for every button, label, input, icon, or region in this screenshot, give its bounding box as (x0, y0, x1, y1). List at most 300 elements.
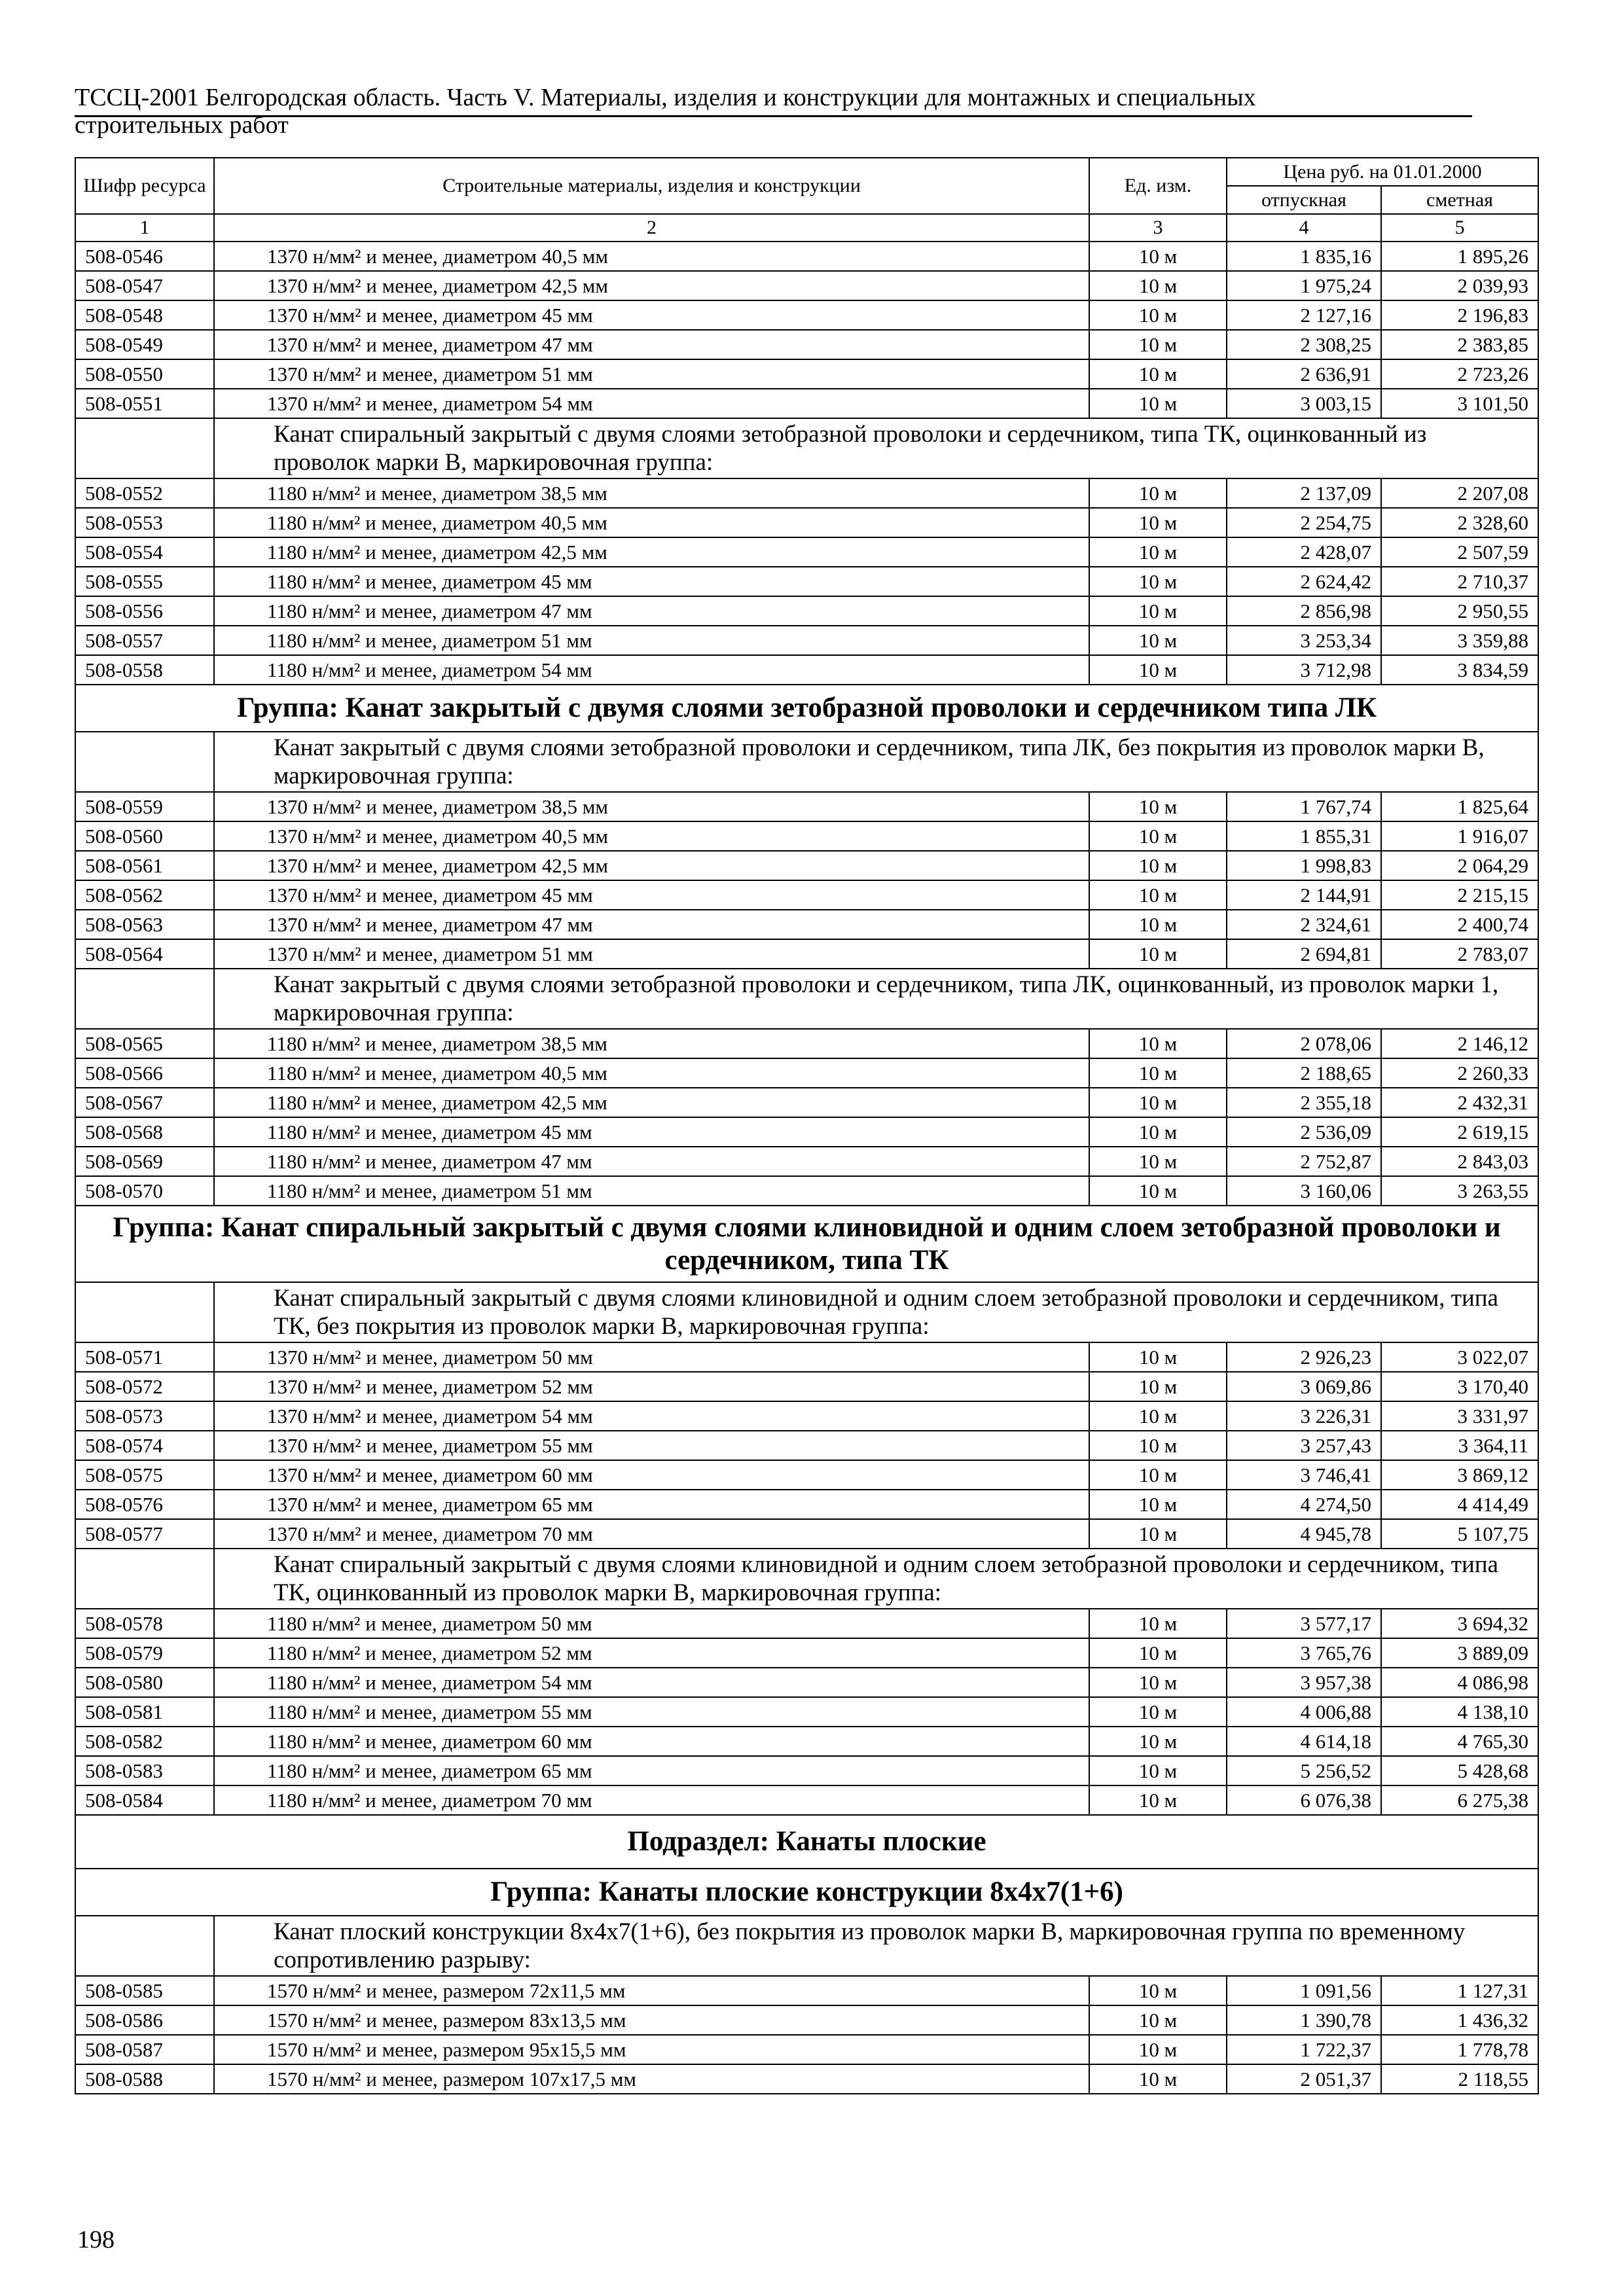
material-name: 1180 н/мм² и менее, диаметром 54 мм (214, 1668, 1089, 1697)
material-name: 1180 н/мм² и менее, диаметром 45 мм (214, 1117, 1089, 1147)
release-price: 6 076,38 (1227, 1785, 1381, 1815)
estimate-price: 2 783,07 (1381, 939, 1538, 969)
estimate-price: 2 383,85 (1381, 330, 1538, 359)
column-number-row (75, 214, 1538, 242)
release-price: 4 274,50 (1227, 1490, 1381, 1519)
unit-cell: 10 м (1089, 1519, 1227, 1549)
table-row (75, 508, 1538, 537)
subsection-heading-row (75, 1815, 1538, 1869)
header-title-line2: строительных работ (75, 111, 289, 139)
material-name: 1180 н/мм² и менее, диаметром 38,5 мм (214, 1029, 1089, 1058)
estimate-price: 3 869,12 (1381, 1460, 1538, 1490)
material-name: 1370 н/мм² и менее, диаметром 47 мм (214, 910, 1089, 939)
column-header-name: Строительные материалы, изделия и конструкции (214, 158, 1089, 214)
resource-code: 508-0569 (75, 1147, 214, 1176)
release-price: 2 308,25 (1227, 330, 1381, 359)
release-price: 4 006,88 (1227, 1697, 1381, 1727)
estimate-price: 3 359,88 (1381, 626, 1538, 655)
unit-cell: 10 м (1089, 389, 1227, 418)
table-row (75, 1976, 1538, 2005)
material-name: 1370 н/мм² и менее, диаметром 40,5 мм (214, 242, 1089, 271)
resource-code: 508-0577 (75, 1519, 214, 1549)
release-price: 4 945,78 (1227, 1519, 1381, 1549)
resource-code: 508-0551 (75, 389, 214, 418)
estimate-price: 2 215,15 (1381, 880, 1538, 910)
resource-code: 508-0581 (75, 1697, 214, 1727)
column-number: 5 (1381, 214, 1538, 242)
unit-cell: 10 м (1089, 1342, 1227, 1372)
release-price: 3 257,43 (1227, 1431, 1381, 1460)
column-header-estimate: сметная (1381, 186, 1538, 214)
estimate-price: 4 138,10 (1381, 1697, 1538, 1727)
material-name: 1370 н/мм² и менее, диаметром 52 мм (214, 1372, 1089, 1401)
material-subheading: Канат закрытый с двумя слоями зетобразной проволоки и сердечником, типа ЛК, без покрытия из проволок марки В, маркировочная группа: (214, 732, 1538, 792)
unit-cell: 10 м (1089, 655, 1227, 685)
estimate-price: 1 436,32 (1381, 2005, 1538, 2035)
resource-code: 508-0586 (75, 2005, 214, 2035)
resource-code: 508-0585 (75, 1976, 214, 2005)
unit-cell: 10 м (1089, 1785, 1227, 1815)
resource-code: 508-0549 (75, 330, 214, 359)
page-number: 198 (77, 2226, 115, 2253)
resource-code: 508-0561 (75, 851, 214, 880)
material-subheading-row (75, 1549, 1538, 1609)
material-name: 1370 н/мм² и менее, диаметром 45 мм (214, 300, 1089, 330)
release-price: 2 694,81 (1227, 939, 1381, 969)
resource-code: 508-0546 (75, 242, 214, 271)
table-row (75, 880, 1538, 910)
material-name: 1370 н/мм² и менее, диаметром 70 мм (214, 1519, 1089, 1549)
estimate-price: 2 400,74 (1381, 910, 1538, 939)
material-subheading-row (75, 1282, 1538, 1342)
resource-code: 508-0567 (75, 1088, 214, 1117)
release-price: 2 127,16 (1227, 300, 1381, 330)
estimate-price: 2 118,55 (1381, 2064, 1538, 2094)
empty-cell (75, 732, 214, 792)
material-name: 1370 н/мм² и менее, диаметром 51 мм (214, 939, 1089, 969)
estimate-price: 4 086,98 (1381, 1668, 1538, 1697)
material-subheading: Канат спиральный закрытый с двумя слоями зетобразной проволоки и сердечником, типа ТК, оцинкованный из проволок марки В, маркировочная группа: (214, 418, 1538, 478)
table-body (75, 158, 1538, 2094)
material-subheading-row (75, 969, 1538, 1029)
resource-code: 508-0563 (75, 910, 214, 939)
release-price: 2 144,91 (1227, 880, 1381, 910)
table-row (75, 1460, 1538, 1490)
resource-code: 508-0557 (75, 626, 214, 655)
estimate-price: 2 260,33 (1381, 1058, 1538, 1088)
estimate-price: 2 710,37 (1381, 567, 1538, 596)
material-name: 1180 н/мм² и менее, диаметром 52 мм (214, 1638, 1089, 1668)
material-name: 1180 н/мм² и менее, диаметром 38,5 мм (214, 478, 1089, 508)
release-price: 2 636,91 (1227, 359, 1381, 389)
release-price: 3 069,86 (1227, 1372, 1381, 1401)
table-row (75, 1342, 1538, 1372)
release-price: 2 078,06 (1227, 1029, 1381, 1058)
table-row (75, 567, 1538, 596)
unit-cell: 10 м (1089, 1147, 1227, 1176)
material-name: 1370 н/мм² и менее, диаметром 60 мм (214, 1460, 1089, 1490)
resource-code: 508-0558 (75, 655, 214, 685)
table-row (75, 242, 1538, 271)
release-price: 1 091,56 (1227, 1976, 1381, 2005)
release-price: 1 722,37 (1227, 2035, 1381, 2064)
estimate-price: 2 950,55 (1381, 596, 1538, 626)
header-divider (75, 115, 1472, 117)
table-row (75, 300, 1538, 330)
estimate-price: 2 432,31 (1381, 1088, 1538, 1117)
table-row (75, 1638, 1538, 1668)
release-price: 4 614,18 (1227, 1727, 1381, 1756)
group-heading: Группа: Канат закрытый с двумя слоями зетобразной проволоки и сердечником типа ЛК (75, 685, 1538, 732)
release-price: 2 752,87 (1227, 1147, 1381, 1176)
unit-cell: 10 м (1089, 1460, 1227, 1490)
estimate-price: 3 364,11 (1381, 1431, 1538, 1460)
material-name: 1370 н/мм² и менее, диаметром 45 мм (214, 880, 1089, 910)
unit-cell: 10 м (1089, 1401, 1227, 1431)
unit-cell: 10 м (1089, 1976, 1227, 2005)
resource-code: 508-0559 (75, 792, 214, 821)
material-name: 1370 н/мм² и менее, диаметром 65 мм (214, 1490, 1089, 1519)
unit-cell: 10 м (1089, 1029, 1227, 1058)
resource-code: 508-0560 (75, 821, 214, 851)
material-name: 1180 н/мм² и менее, диаметром 51 мм (214, 626, 1089, 655)
unit-cell: 10 м (1089, 2005, 1227, 2035)
estimate-price: 3 331,97 (1381, 1401, 1538, 1431)
release-price: 5 256,52 (1227, 1756, 1381, 1785)
material-subheading-row (75, 1916, 1538, 1976)
table-row (75, 1058, 1538, 1088)
unit-cell: 10 м (1089, 271, 1227, 300)
material-subheading: Канат плоский конструкции 8х4х7(1+6), без покрытия из проволок марки В, маркировочная группа по временному сопротивлению разрыву: (214, 1916, 1538, 1976)
table-row (75, 1401, 1538, 1431)
table-row (75, 1117, 1538, 1147)
material-name: 1370 н/мм² и менее, диаметром 54 мм (214, 389, 1089, 418)
release-price: 3 226,31 (1227, 1401, 1381, 1431)
release-price: 2 137,09 (1227, 478, 1381, 508)
material-name: 1570 н/мм² и менее, размером 95х15,5 мм (214, 2035, 1089, 2064)
table-row (75, 821, 1538, 851)
table-row (75, 2064, 1538, 2094)
release-price: 3 577,17 (1227, 1609, 1381, 1638)
unit-cell: 10 м (1089, 1088, 1227, 1117)
unit-cell: 10 м (1089, 1431, 1227, 1460)
estimate-price: 2 723,26 (1381, 359, 1538, 389)
release-price: 3 746,41 (1227, 1460, 1381, 1490)
unit-cell: 10 м (1089, 939, 1227, 969)
estimate-price: 2 064,29 (1381, 851, 1538, 880)
material-name: 1180 н/мм² и менее, диаметром 40,5 мм (214, 508, 1089, 537)
resource-code: 508-0588 (75, 2064, 214, 2094)
table-row (75, 1697, 1538, 1727)
estimate-price: 1 916,07 (1381, 821, 1538, 851)
table-row (75, 792, 1538, 821)
resource-code: 508-0584 (75, 1785, 214, 1815)
estimate-price: 3 834,59 (1381, 655, 1538, 685)
material-subheading-row (75, 418, 1538, 478)
resource-code: 508-0555 (75, 567, 214, 596)
table-row (75, 596, 1538, 626)
release-price: 1 835,16 (1227, 242, 1381, 271)
table-row (75, 2005, 1538, 2035)
table-row (75, 359, 1538, 389)
resource-code: 508-0575 (75, 1460, 214, 1490)
unit-cell: 10 м (1089, 242, 1227, 271)
release-price: 2 355,18 (1227, 1088, 1381, 1117)
material-name: 1180 н/мм² и менее, диаметром 47 мм (214, 1147, 1089, 1176)
table-row (75, 1176, 1538, 1206)
empty-cell (75, 1549, 214, 1609)
group-heading: Группа: Канаты плоские конструкции 8х4х7(1+6) (75, 1869, 1538, 1916)
resource-code: 508-0548 (75, 300, 214, 330)
table-row (75, 851, 1538, 880)
empty-cell (75, 418, 214, 478)
material-name: 1570 н/мм² и менее, размером 107х17,5 мм (214, 2064, 1089, 2094)
material-name: 1370 н/мм² и менее, диаметром 54 мм (214, 1401, 1089, 1431)
unit-cell: 10 м (1089, 851, 1227, 880)
resource-code: 508-0578 (75, 1609, 214, 1638)
unit-cell: 10 м (1089, 626, 1227, 655)
estimate-price: 4 765,30 (1381, 1727, 1538, 1756)
resource-code: 508-0566 (75, 1058, 214, 1088)
table-row (75, 655, 1538, 685)
resource-code: 508-0552 (75, 478, 214, 508)
estimate-price: 2 507,59 (1381, 537, 1538, 567)
material-name: 1180 н/мм² и менее, диаметром 54 мм (214, 655, 1089, 685)
group-heading: Группа: Канат спиральный закрытый с двумя слоями клиновидной и одним слоем зетобразной проволоки и сердечником, типа ТК (75, 1206, 1538, 1282)
column-number: 1 (75, 214, 214, 242)
material-name: 1570 н/мм² и менее, размером 72х11,5 мм (214, 1976, 1089, 2005)
material-name: 1180 н/мм² и менее, диаметром 40,5 мм (214, 1058, 1089, 1088)
resource-code: 508-0587 (75, 2035, 214, 2064)
table-row (75, 1088, 1538, 1117)
unit-cell: 10 м (1089, 1668, 1227, 1697)
subsection-heading: Подраздел: Канаты плоские (75, 1815, 1538, 1869)
unit-cell: 10 м (1089, 478, 1227, 508)
release-price: 3 160,06 (1227, 1176, 1381, 1206)
release-price: 2 428,07 (1227, 537, 1381, 567)
column-number: 4 (1227, 214, 1381, 242)
table-row (75, 1431, 1538, 1460)
material-name: 1570 н/мм² и менее, размером 83х13,5 мм (214, 2005, 1089, 2035)
material-name: 1180 н/мм² и менее, диаметром 65 мм (214, 1756, 1089, 1785)
material-name: 1370 н/мм² и менее, диаметром 55 мм (214, 1431, 1089, 1460)
table-row (75, 1785, 1538, 1815)
estimate-price: 3 101,50 (1381, 389, 1538, 418)
resource-code: 508-0547 (75, 271, 214, 300)
table-row (75, 537, 1538, 567)
table-row (75, 1756, 1538, 1785)
unit-cell: 10 м (1089, 1176, 1227, 1206)
material-name: 1370 н/мм² и менее, диаметром 40,5 мм (214, 821, 1089, 851)
estimate-price: 3 889,09 (1381, 1638, 1538, 1668)
table-row (75, 1029, 1538, 1058)
unit-cell: 10 м (1089, 508, 1227, 537)
table-row (75, 271, 1538, 300)
estimate-price: 2 207,08 (1381, 478, 1538, 508)
table-row (75, 1727, 1538, 1756)
unit-cell: 10 м (1089, 1372, 1227, 1401)
unit-cell: 10 м (1089, 1756, 1227, 1785)
table-row (75, 1519, 1538, 1549)
estimate-price: 2 619,15 (1381, 1117, 1538, 1147)
estimate-price: 3 170,40 (1381, 1372, 1538, 1401)
column-number: 2 (214, 214, 1089, 242)
unit-cell: 10 м (1089, 910, 1227, 939)
unit-cell: 10 м (1089, 1609, 1227, 1638)
table-row (75, 330, 1538, 359)
resource-code: 508-0571 (75, 1342, 214, 1372)
table-row (75, 1609, 1538, 1638)
release-price: 3 765,76 (1227, 1638, 1381, 1668)
resource-code: 508-0579 (75, 1638, 214, 1668)
resource-code: 508-0556 (75, 596, 214, 626)
table-row (75, 1147, 1538, 1176)
unit-cell: 10 м (1089, 1697, 1227, 1727)
release-price: 3 957,38 (1227, 1668, 1381, 1697)
resource-code: 508-0550 (75, 359, 214, 389)
estimate-price: 2 146,12 (1381, 1029, 1538, 1058)
estimate-price: 1 778,78 (1381, 2035, 1538, 2064)
table-row (75, 1372, 1538, 1401)
table-row (75, 389, 1538, 418)
empty-cell (75, 1282, 214, 1342)
release-price: 1 998,83 (1227, 851, 1381, 880)
estimate-price: 3 022,07 (1381, 1342, 1538, 1372)
release-price: 1 855,31 (1227, 821, 1381, 851)
column-header-code: Шифр ресурса (75, 158, 214, 214)
material-name: 1370 н/мм² и менее, диаметром 42,5 мм (214, 271, 1089, 300)
unit-cell: 10 м (1089, 537, 1227, 567)
material-name: 1180 н/мм² и менее, диаметром 45 мм (214, 567, 1089, 596)
empty-cell (75, 969, 214, 1029)
release-price: 3 712,98 (1227, 655, 1381, 685)
material-name: 1370 н/мм² и менее, диаметром 38,5 мм (214, 792, 1089, 821)
unit-cell: 10 м (1089, 880, 1227, 910)
resource-code: 508-0576 (75, 1490, 214, 1519)
material-name: 1180 н/мм² и менее, диаметром 51 мм (214, 1176, 1089, 1206)
unit-cell: 10 м (1089, 2035, 1227, 2064)
estimate-price: 1 127,31 (1381, 1976, 1538, 2005)
material-name: 1180 н/мм² и менее, диаметром 70 мм (214, 1785, 1089, 1815)
header-title-line1: ТССЦ-2001 Белгородская область. Часть V. Материалы, изделия и конструкции для монтажных и специальных (75, 84, 1256, 111)
material-subheading: Канат спиральный закрытый с двумя слоями клиновидной и одним слоем зетобразной проволоки и сердечником, типа ТК, оцинкованный из проволок марки В, маркировочная группа: (214, 1549, 1538, 1609)
resource-code: 508-0565 (75, 1029, 214, 1058)
table-row (75, 939, 1538, 969)
unit-cell: 10 м (1089, 1117, 1227, 1147)
unit-cell: 10 м (1089, 1058, 1227, 1088)
estimate-price: 2 039,93 (1381, 271, 1538, 300)
column-number: 3 (1089, 214, 1227, 242)
estimate-price: 2 196,83 (1381, 300, 1538, 330)
release-price: 2 624,42 (1227, 567, 1381, 596)
resource-code: 508-0570 (75, 1176, 214, 1206)
material-name: 1180 н/мм² и менее, диаметром 47 мм (214, 596, 1089, 626)
material-name: 1370 н/мм² и менее, диаметром 47 мм (214, 330, 1089, 359)
resource-code: 508-0573 (75, 1401, 214, 1431)
estimate-price: 6 275,38 (1381, 1785, 1538, 1815)
unit-cell: 10 м (1089, 1490, 1227, 1519)
empty-cell (75, 1916, 214, 1976)
release-price: 1 390,78 (1227, 2005, 1381, 2035)
table-row (75, 1668, 1538, 1697)
material-subheading: Канат спиральный закрытый с двумя слоями клиновидной и одним слоем зетобразной проволоки и сердечником, типа ТК, без покрытия из проволок марки В, маркировочная группа: (214, 1282, 1538, 1342)
table-row (75, 2035, 1538, 2064)
material-name: 1180 н/мм² и менее, диаметром 60 мм (214, 1727, 1089, 1756)
material-name: 1180 н/мм² и менее, диаметром 42,5 мм (214, 537, 1089, 567)
table-header-row (75, 158, 1538, 186)
resource-code: 508-0554 (75, 537, 214, 567)
unit-cell: 10 м (1089, 1727, 1227, 1756)
resource-code: 508-0583 (75, 1756, 214, 1785)
group-heading-row (75, 685, 1538, 732)
resource-code: 508-0580 (75, 1668, 214, 1697)
unit-cell: 10 м (1089, 821, 1227, 851)
release-price: 2 856,98 (1227, 596, 1381, 626)
material-name: 1370 н/мм² и менее, диаметром 50 мм (214, 1342, 1089, 1372)
estimate-price: 5 107,75 (1381, 1519, 1538, 1549)
document-header (75, 84, 1472, 139)
unit-cell: 10 м (1089, 792, 1227, 821)
estimate-price: 1 895,26 (1381, 242, 1538, 271)
unit-cell: 10 м (1089, 2064, 1227, 2094)
unit-cell: 10 м (1089, 567, 1227, 596)
estimate-price: 3 263,55 (1381, 1176, 1538, 1206)
material-subheading: Канат закрытый с двумя слоями зетобразной проволоки и сердечником, типа ЛК, оцинкованный, из проволок марки 1, маркировочная группа: (214, 969, 1538, 1029)
group-heading-row (75, 1206, 1538, 1282)
release-price: 1 975,24 (1227, 271, 1381, 300)
unit-cell: 10 м (1089, 330, 1227, 359)
table-row (75, 478, 1538, 508)
resource-code: 508-0562 (75, 880, 214, 910)
resource-code: 508-0568 (75, 1117, 214, 1147)
estimate-price: 3 694,32 (1381, 1609, 1538, 1638)
release-price: 1 767,74 (1227, 792, 1381, 821)
estimate-price: 5 428,68 (1381, 1756, 1538, 1785)
resource-code: 508-0572 (75, 1372, 214, 1401)
table-row (75, 1490, 1538, 1519)
estimate-price: 2 843,03 (1381, 1147, 1538, 1176)
release-price: 3 003,15 (1227, 389, 1381, 418)
unit-cell: 10 м (1089, 1638, 1227, 1668)
resource-code: 508-0574 (75, 1431, 214, 1460)
unit-cell: 10 м (1089, 359, 1227, 389)
release-price: 2 536,09 (1227, 1117, 1381, 1147)
column-header-price: Цена руб. на 01.01.2000 (1227, 158, 1538, 186)
release-price: 3 253,34 (1227, 626, 1381, 655)
material-name: 1370 н/мм² и менее, диаметром 51 мм (214, 359, 1089, 389)
table-row (75, 626, 1538, 655)
release-price: 2 254,75 (1227, 508, 1381, 537)
material-subheading-row (75, 732, 1538, 792)
price-table (75, 157, 1539, 2094)
column-header-unit: Ед. изм. (1089, 158, 1227, 214)
material-name: 1180 н/мм² и менее, диаметром 50 мм (214, 1609, 1089, 1638)
estimate-price: 2 328,60 (1381, 508, 1538, 537)
release-price: 2 188,65 (1227, 1058, 1381, 1088)
material-name: 1180 н/мм² и менее, диаметром 55 мм (214, 1697, 1089, 1727)
material-name: 1180 н/мм² и менее, диаметром 42,5 мм (214, 1088, 1089, 1117)
unit-cell: 10 м (1089, 596, 1227, 626)
resource-code: 508-0564 (75, 939, 214, 969)
release-price: 2 926,23 (1227, 1342, 1381, 1372)
estimate-price: 4 414,49 (1381, 1490, 1538, 1519)
estimate-price: 1 825,64 (1381, 792, 1538, 821)
release-price: 2 051,37 (1227, 2064, 1381, 2094)
resource-code: 508-0582 (75, 1727, 214, 1756)
column-header-release: отпускная (1227, 186, 1381, 214)
unit-cell: 10 м (1089, 300, 1227, 330)
table-row (75, 910, 1538, 939)
